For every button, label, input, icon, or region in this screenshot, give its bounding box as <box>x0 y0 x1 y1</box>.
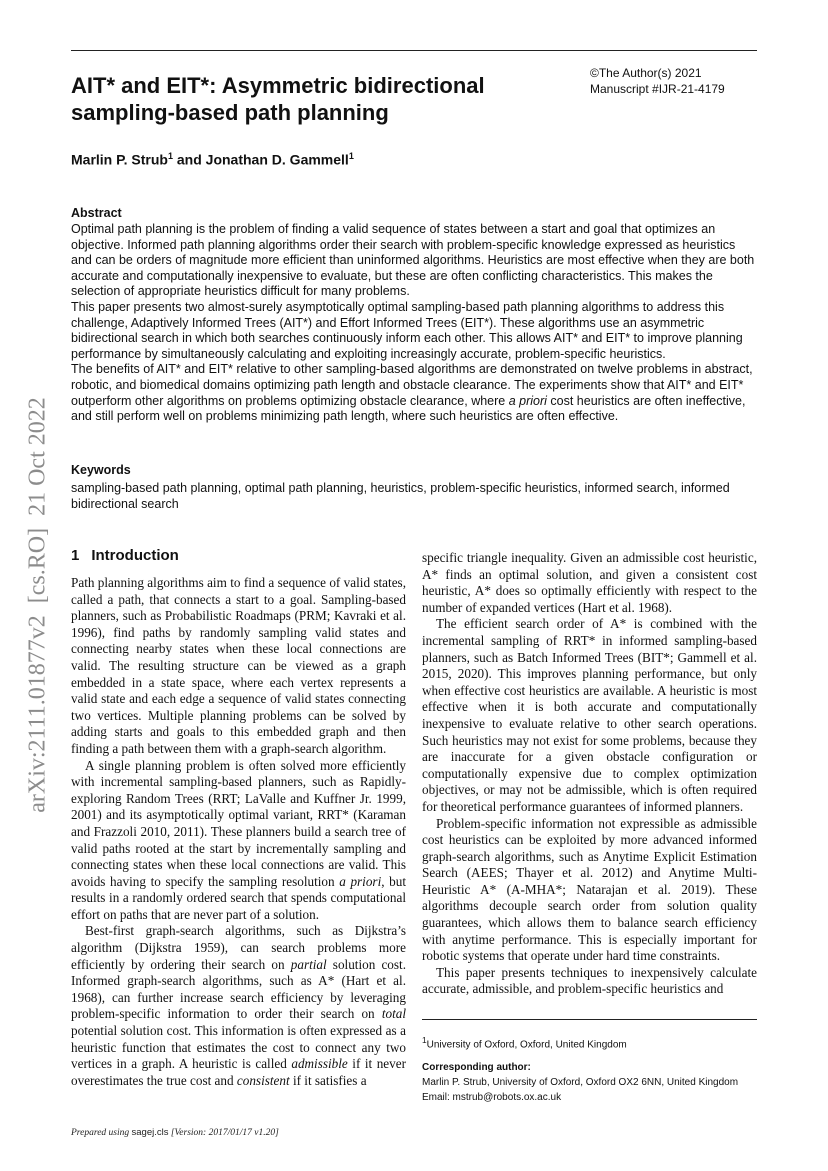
footer-text: [Version: 2017/01/17 v1.20] <box>168 1128 279 1138</box>
body-text: A single planning problem is often solved more efficiently with incremental sampling-based planners, such as Rapidly-exploring Random Trees (RRT; LaValle and Kuffner Jr. 1999, 2001) and its asymptotically optimal variant, RRT* (Karaman and Frazzoli 2010, 2011). These planners build a search tree of valid paths rooted at the start by incrementally sampling and connecting states when these local connections are valid. This avoids having to specify the sampling resolution <box>71 757 406 889</box>
body-paragraph: The efficient search order of A* is combined with the incremental sampling of RRT* in informed sampling-based planners, such as Batch Informed Trees (BIT*; Gammell et al. 2015, 2020). This improves planning performance, but only when effective cost heuristics are available. A heuristic is most effective when it is both accurate and computationally inexpensive to evaluate relative to other search operations. Such heuristics may not exist for some problems, because they are inaccurate for a given obstacle configuration or computationally expensive due to complex optimization objectives, or may not be admissible, which is often required for theoretical performance guarantees of informed planners. <box>422 616 757 814</box>
top-rule <box>71 50 757 51</box>
body-emphasis: admissible <box>291 1056 348 1072</box>
footnotes <box>422 1033 762 1105</box>
body-paragraph: This paper presents techniques to inexpensively calculate accurate, admissible, and problem-specific heuristics and <box>422 964 757 997</box>
affiliation-text: University of Oxford, Oxford, United Kingdom <box>426 1039 627 1051</box>
body-emphasis: partial <box>290 956 327 972</box>
body-paragraph <box>71 923 406 1089</box>
keywords-text: sampling-based path planning, optimal path planning, heuristics, problem-specific heuristics, informed search, informed bidirectional search <box>71 481 730 511</box>
section-heading <box>71 547 179 564</box>
author-conjunction: and <box>173 151 206 168</box>
affiliation-mark: 1 <box>167 151 173 161</box>
copyright-notice: ©The Author(s) 2021 <box>590 66 702 80</box>
abstract-text: cost heuristics are often ineffective, and still perform well on problems minimizing path length, where such heuristics are often effective. <box>71 393 746 424</box>
abstract-paragraph: Optimal path planning is the problem of finding a valid sequence of states between a start and goal that optimizes an objective. Informed path planning algorithms order their search with problem-specific knowledge expressed as heuristics and can be orders of magnitude more efficient than uninformed algorithms. Heuristics are most effective when they are both accurate and computationally inexpensive to evaluate, but these are often conflicting characteristics. This makes the selection of appropriate heuristics difficult for many problems. <box>71 222 755 299</box>
affiliation-footnote <box>422 1033 762 1052</box>
author-name: Jonathan D. Gammell <box>205 151 349 168</box>
corresponding-author-address: Marlin P. Strub, University of Oxford, Oxford OX2 6NN, United Kingdom <box>422 1077 739 1089</box>
paper-title: AIT* and EIT*: Asymmetric bidirectional sampling-based path planning <box>71 73 485 125</box>
footnote-rule <box>422 1019 757 1020</box>
section-title: Introduction <box>91 547 179 564</box>
body-text: if it never overestimates the true cost and <box>71 1056 406 1088</box>
abstract-paragraph: This paper presents two almost-surely asymptotically optimal sampling-based path planning algorithms to address this challenge, Adaptively Informed Trees (AIT*) and Effort Informed Trees (EIT*). These algorithms use an asymmetric bidirectional search in which both searches continuously inform each other. This allows AIT* and EIT* to improve planning performance by simultaneously calculating and exploiting increasingly accurate, problem-specific heuristics. <box>71 299 743 361</box>
prepared-using-footer <box>71 1127 279 1138</box>
body-paragraph: specific triangle inequality. Given an admissible cost heuristic, A* finds an optimal solution, and given a consistent cost heuristic, A* does so optimally efficiently with respect to the number of expanded vertices (Hart et al. 1968). <box>422 550 757 615</box>
body-paragraph <box>71 758 406 924</box>
body-emphasis: consistent <box>236 1072 290 1088</box>
body-text: if it satisfies a <box>289 1072 367 1088</box>
body-text: solution cost. Informed graph-search algorithms, such as A* (Hart et al. 1968), can further increase search efficiency by leveraging problem-specific information to order their search on <box>71 956 406 1022</box>
abstract-body <box>71 222 757 425</box>
abstract-heading: Abstract <box>71 206 122 220</box>
abstract-paragraph <box>71 362 757 424</box>
body-text: Best-first graph-search algorithms, such as Dijkstra’s algorithm (Dijkstra 1959), can search problems more efficiently by ordering their search on <box>71 923 406 972</box>
affiliation-mark: 1 <box>348 151 354 161</box>
author-list <box>71 151 354 168</box>
abstract-text: The benefits of AIT* and EIT* relative to other sampling-based algorithms are demonstrated on twelve problems in abstract, robotic, and biomedical domains optimizing path length and obstacle clearance. The experiments show that AIT* and EIT* outperform other algorithms on problems optimizing obstacle clearance, where <box>71 362 753 408</box>
body-paragraph: Path planning algorithms aim to find a sequence of valid states, called a path, that connects a start to a goal. Sampling-based planners, such as Probabilistic Roadmaps (PRM; Kavraki et al. 1996), find paths by randomly sampling valid states and connecting nearby states when these local connections are valid. The resulting structure can be viewed as a graph embedded in a state space, where each vertex represents a valid state and each edge a sequence of valid states connecting two vertices. Multiple planning problems can be solved by adding starts and goals to this embedded graph and then finding a path between them with a graph-search algorithm. <box>71 575 406 756</box>
body-text: potential solution cost. This information is often expressed as a heuristic function that estimates the cost to connect any two vertices in a graph. A heuristic is called <box>71 1023 406 1072</box>
abstract-emphasis: a priori <box>508 393 547 408</box>
body-paragraph: Problem-specific information not expressible as admissible cost heuristics can be exploited by more advanced informed graph-search algorithms, such as Anytime Explicit Estimation Search (AEES; Thayer et al. 2012) and Anytime Multi-Heuristic A* (A-MHA*; Natarajan et al. 2019). These algorithms decouple search order from solution quality guarantees, which allows them to balance search efficiency with anytime performance. This is especially important for robotic systems that operate under hard time constraints. <box>422 815 757 964</box>
section-number: 1 <box>71 547 80 564</box>
affiliation-mark: 1 <box>422 1035 427 1045</box>
manuscript-meta <box>590 65 725 97</box>
left-column <box>71 575 406 1089</box>
body-text: , but results in a randomly ordered search that spends computational effort on paths that are never part of a solution. <box>71 873 407 922</box>
body-emphasis: a priori <box>339 873 382 889</box>
footer-class-name: sagej.cls <box>131 1127 169 1138</box>
manuscript-number: Manuscript #IJR-21-4179 <box>590 82 725 96</box>
arxiv-identifier: arXiv:2111.01877v2 [cs.RO] 21 Oct 2022 <box>24 397 51 813</box>
footer-text: Prepared using <box>71 1128 132 1138</box>
author-name: Marlin P. Strub <box>71 151 168 168</box>
corresponding-author-heading: Corresponding author: <box>422 1062 531 1074</box>
corresponding-author-email: Email: mstrub@robots.ox.ac.uk <box>422 1092 562 1104</box>
keywords-heading: Keywords <box>71 463 131 477</box>
body-emphasis: total <box>381 1006 406 1022</box>
right-column <box>422 550 757 998</box>
